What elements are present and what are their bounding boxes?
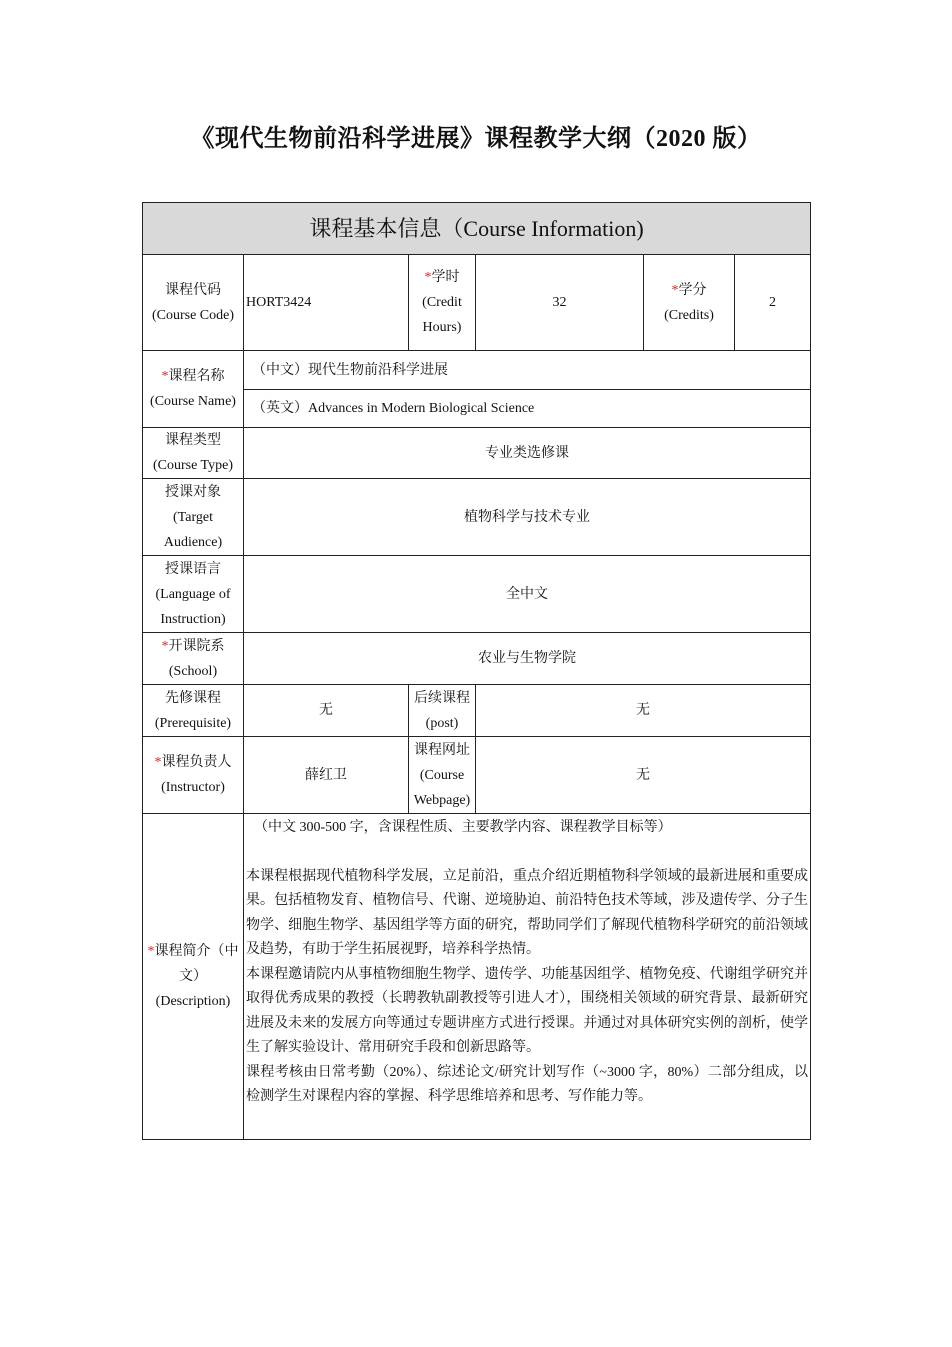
description-paragraph-3: 课程考核由日常考勤（20%）、综述论文/研究计划写作（~3000 字，80%）二部分组成，以检测学生对课程内容的掌握、科学思维培养和思考、写作能力等。 [246, 1064, 809, 1104]
webpage-value: 无 [476, 737, 811, 814]
school-value: 农业与生物学院 [244, 633, 811, 685]
table-header: 课程基本信息（Course Information) [143, 203, 811, 255]
prerequisite-label: 先修课程 (Prerequisite) [143, 685, 244, 737]
prerequisite-value: 无 [244, 685, 409, 737]
webpage-label: 课程网址 (Course Webpage) [409, 737, 476, 814]
post-label: 后续课程 (post) [409, 685, 476, 737]
hours-label: *学时 (Credit Hours) [409, 255, 476, 351]
language-value: 全中文 [244, 556, 811, 633]
audience-label: 授课对象 (Target Audience) [143, 479, 244, 556]
credits-value: 2 [735, 255, 811, 351]
description-paragraph-1: 本课程根据现代植物科学发展，立足前沿，重点介绍近期植物科学领域的最新进展和重要成果。包括植物发育、植物信号、代谢、逆境胁迫、前沿特色技术等域，涉及遗传学、分子生物学、细胞生物学、基因组学等方面的研究，帮助同学们了解现代植物科学研究的前沿领域及趋势，有助于学生拓展视野，培养科学热情。 [246, 868, 809, 957]
school-label: *开课院系 (School) [143, 633, 244, 685]
course-name-cn: （中文）现代生物前沿科学进展 [244, 351, 811, 390]
description-body [244, 814, 811, 1140]
document-title: 《现代生物前沿科学进展》课程教学大纲（2020 版） [190, 126, 762, 152]
credits-label: *学分 (Credits) [644, 255, 735, 351]
course-name-label: *课程名称 (Course Name) [143, 351, 244, 428]
course-name-en: （英文）Advances in Modern Biological Science [244, 390, 811, 428]
hours-value: 32 [476, 255, 644, 351]
post-value: 无 [476, 685, 811, 737]
course-type-value: 专业类选修课 [244, 428, 811, 479]
course-code-label: 课程代码 (Course Code) [143, 255, 244, 351]
description-label: *课程简介（中文） (Description) [143, 814, 244, 1140]
description-note: （中文 300-500 字，含课程性质、主要教学内容、课程教学目标等） [254, 820, 672, 835]
description-paragraph-2: 本课程邀请院内从事植物细胞生物学、遗传学、功能基因组学、植物免疫、代谢组学研究并取得优秀成果的教授（长聘教轨副教授等引进人才），围绕相关领域的研究背景、最新研究进展及未来的发展方向等通过专题讲座方式进行授课。并通过对具体研究实例的剖析，使学生了解实验设计、常用研究手段和创新思路等。 [246, 966, 809, 1055]
language-label: 授课语言 (Language of Instruction) [143, 556, 244, 633]
instructor-value: 薛红卫 [244, 737, 409, 814]
instructor-label: *课程负责人 (Instructor) [143, 737, 244, 814]
course-type-label: 课程类型 (Course Type) [143, 428, 244, 479]
course-code-value: HORT3424 [244, 255, 409, 351]
course-info-table [142, 202, 811, 1140]
audience-value: 植物科学与技术专业 [244, 479, 811, 556]
